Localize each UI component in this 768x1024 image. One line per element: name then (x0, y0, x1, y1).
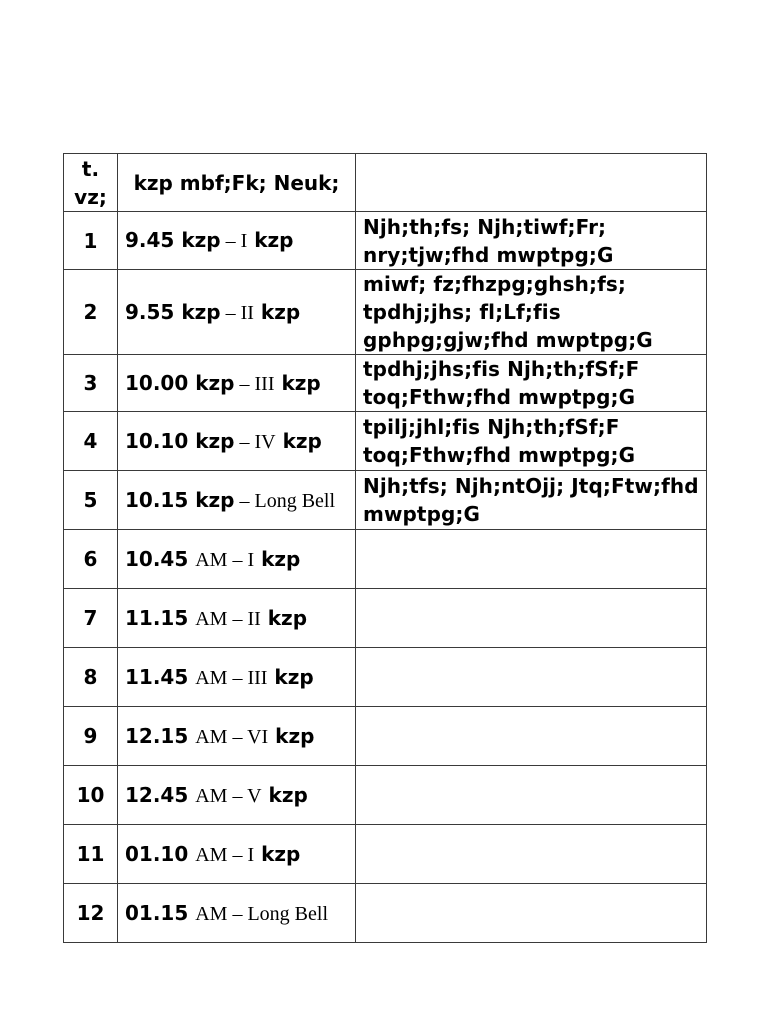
row-period (118, 648, 356, 707)
period-suffix: kzp (267, 605, 308, 630)
row-description (356, 766, 707, 825)
period-time: 01.15 (125, 900, 189, 925)
row-description (356, 589, 707, 648)
period-suffix: kzp (282, 428, 322, 453)
row-period (118, 707, 356, 766)
period-time: 9.55 (125, 299, 175, 324)
period-time: 12.15 (125, 723, 189, 748)
row-description: Njh;th;fs; Njh;tiwf;Fr; nry;tjw;fhd mwptpg;G (356, 212, 707, 270)
row-period (118, 530, 356, 589)
row-number: 11 (64, 825, 118, 884)
table-row (64, 471, 707, 530)
row-number: 7 (64, 589, 118, 648)
period-label: AM – II (195, 607, 261, 630)
period-suffix: kzp (261, 546, 301, 571)
period-label: kzp – III (195, 370, 275, 395)
row-period (118, 825, 356, 884)
period-time: 11.15 (125, 605, 189, 630)
table-row (64, 825, 707, 884)
period-label: AM – V (195, 784, 262, 807)
period-label: kzp – Long Bell (195, 487, 336, 512)
period-label: kzp – I (181, 228, 248, 252)
table-row (64, 530, 707, 589)
header-period-time: kzp mbf;Fk; Neuk; (118, 154, 356, 212)
period-label: AM – I (195, 843, 255, 866)
row-number: 6 (64, 530, 118, 589)
period-time: 10.10 (125, 428, 189, 453)
row-description (356, 648, 707, 707)
period-suffix: kzp (274, 664, 314, 689)
period-suffix: kzp (268, 782, 308, 807)
period-time: 9.45 (125, 228, 175, 252)
period-time: 12.45 (125, 782, 189, 807)
period-time: 11.45 (125, 664, 189, 689)
table-row (64, 766, 707, 825)
period-time: 01.10 (125, 841, 189, 866)
row-description: tpilj;jhl;fis Njh;th;fSf;F toq;Fthw;fhd mwptpg;G (356, 412, 707, 471)
table-row (64, 884, 707, 943)
table-row (64, 212, 707, 270)
period-time: 10.00 (125, 370, 189, 395)
row-description: Njh;tfs; Njh;ntOjj; Jtq;Ftw;fhd mwptpg;G (356, 471, 707, 530)
period-suffix: kzp (254, 228, 294, 252)
row-period (118, 212, 356, 270)
row-description (356, 530, 707, 589)
period-label: AM – I (195, 548, 255, 571)
period-label: AM – Long Bell (195, 902, 329, 925)
table-row (64, 412, 707, 471)
row-period (118, 766, 356, 825)
row-description (356, 707, 707, 766)
bell-schedule-table (63, 153, 707, 943)
table-row (64, 270, 707, 355)
period-suffix: kzp (281, 370, 321, 395)
period-label: AM – VI (195, 725, 269, 748)
row-description (356, 825, 707, 884)
period-suffix: kzp (260, 299, 301, 324)
row-number: 12 (64, 884, 118, 943)
table-row (64, 648, 707, 707)
period-label: AM – III (195, 666, 268, 689)
row-number: 10 (64, 766, 118, 825)
table-header-row (64, 154, 707, 212)
row-description: miwf; fz;fhzpg;ghsh;fs; tpdhj;jhs; fl;Lf;fis gphpg;gjw;fhd mwptpg;G (356, 270, 707, 355)
row-period (118, 589, 356, 648)
header-serial-number: t. vz; (64, 154, 118, 212)
row-number: 9 (64, 707, 118, 766)
period-time: 10.45 (125, 546, 189, 571)
row-description: tpdhj;jhs;fis Njh;th;fSf;F toq;Fthw;fhd mwptpg;G (356, 355, 707, 412)
period-label: kzp – II (181, 299, 254, 324)
header-description (356, 154, 707, 212)
row-period (118, 471, 356, 530)
row-number: 8 (64, 648, 118, 707)
row-period (118, 412, 356, 471)
row-description (356, 884, 707, 943)
period-suffix: kzp (261, 841, 301, 866)
period-label: kzp – IV (195, 428, 276, 453)
period-time: 10.15 (125, 487, 189, 512)
row-period (118, 355, 356, 412)
row-period (118, 884, 356, 943)
table-row (64, 707, 707, 766)
row-period (118, 270, 356, 355)
table-row (64, 589, 707, 648)
table-row (64, 355, 707, 412)
period-suffix: kzp (275, 723, 315, 748)
row-number: 5 (64, 471, 118, 530)
row-number: 3 (64, 355, 118, 412)
row-number: 4 (64, 412, 118, 471)
row-number: 1 (64, 212, 118, 270)
row-number: 2 (64, 270, 118, 355)
